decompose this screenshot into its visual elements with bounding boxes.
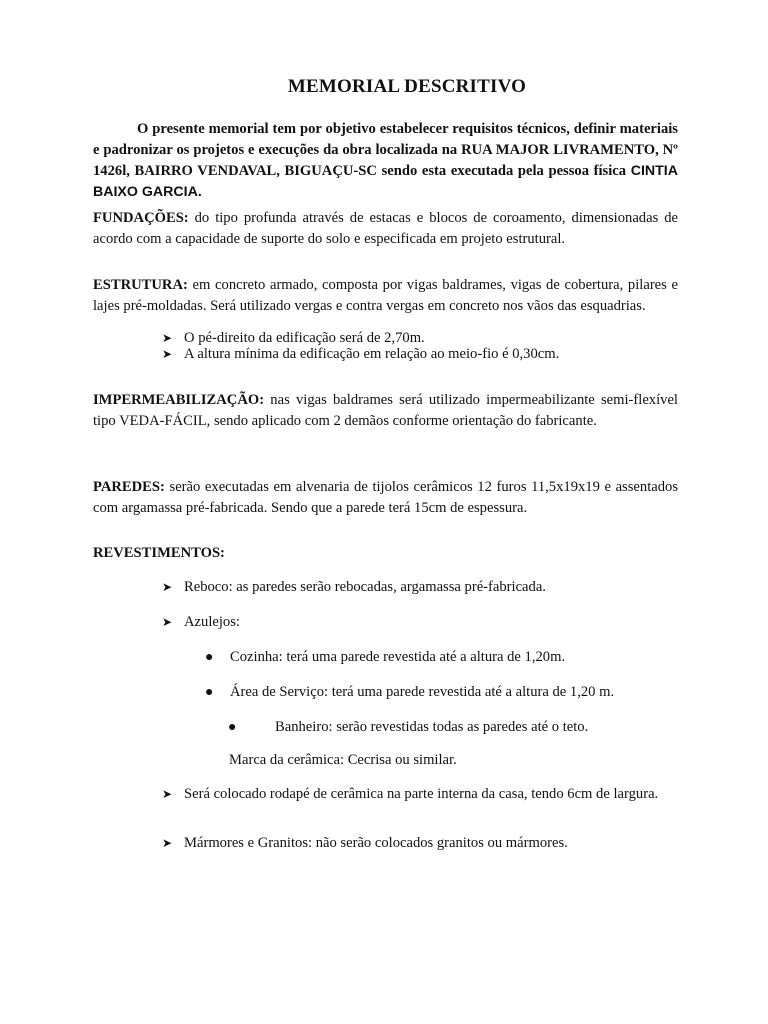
impermeabilizacao-text: nas vigas baldrames será utilizado impermeabilizante semi-flexível tipo VEDA-FÁCIL, sendo aplicado com 2 demãos conforme orientação do fabricante. bbox=[93, 392, 678, 429]
arrow-bullet-icon: ➤ bbox=[162, 331, 173, 345]
arrow-bullet-icon: ➤ bbox=[162, 615, 173, 629]
fundacoes-section bbox=[93, 208, 678, 250]
arrow-bullet-icon: ➤ bbox=[162, 787, 173, 801]
round-bullet-icon: ● bbox=[205, 685, 214, 700]
arrow-bullet-icon: ➤ bbox=[162, 580, 173, 594]
intro-text: O presente memorial tem por objetivo estabelecer requisitos técnicos, definir materiais e padronizar os projetos e execuções da obra localizada na RUA MAJOR LIVRAMENTO, Nº 1426l, BAIRRO VENDAVAL, BIGUAÇU-SC sendo esta executada pela pessoa física bbox=[93, 121, 678, 179]
arrow-bullet-icon: ➤ bbox=[162, 347, 173, 361]
cozinha-text: Cozinha: terá uma parede revestida até a altura de 1,20m. bbox=[230, 649, 566, 665]
impermeabilizacao-heading: IMPERMEABILIZAÇÃO: bbox=[93, 392, 265, 408]
round-bullet-icon: ● bbox=[205, 650, 214, 665]
fundacoes-heading: FUNDAÇÕES: bbox=[93, 210, 189, 226]
round-bullet-icon: ● bbox=[228, 720, 237, 735]
page-title: MEMORIAL DESCRITIVO bbox=[287, 76, 527, 97]
rodape-item bbox=[162, 784, 678, 805]
banheiro-text: Banheiro: serão revestidas todas as paredes até o teto. bbox=[275, 719, 589, 735]
list-item: ➤ A altura mínima da edificação em relação ao meio-fio é 0,30cm. bbox=[162, 344, 559, 365]
estrutura-text: em concreto armado, composta por vigas baldrames, vigas de cobertura, pilares e lajes pré-moldadas. Será utilizado vergas e contra vergas em concreto nos vãos das esquadrias. bbox=[93, 277, 678, 314]
paredes-text: serão executadas em alvenaria de tijolos cerâmicos 12 furos 11,5x19x19 e assentados com argamassa pré-fabricada. Sendo que a parede terá 15cm de espessura. bbox=[93, 479, 678, 516]
marmores-text: Mármores e Granitos: não serão colocados granitos ou mármores. bbox=[184, 835, 568, 851]
revestimentos-section bbox=[93, 543, 678, 564]
list-item bbox=[205, 647, 565, 668]
marca-line: Marca da cerâmica: Cecrisa ou similar. bbox=[229, 752, 457, 768]
list-item bbox=[205, 682, 614, 703]
list-item bbox=[162, 612, 240, 633]
rodape-text: Será colocado rodapé de cerâmica na parte interna da casa, tendo 6cm de largura. bbox=[184, 786, 659, 802]
estrutura-heading: ESTRUTURA: bbox=[93, 277, 188, 293]
list-item bbox=[162, 577, 546, 598]
list-item bbox=[162, 833, 568, 854]
owner-name: CINTIA BAIXO GARCIA. bbox=[93, 163, 678, 200]
reboco-text: Reboco: as paredes serão rebocadas, argamassa pré-fabricada. bbox=[184, 579, 546, 595]
list-item bbox=[228, 717, 588, 738]
estrutura-section bbox=[93, 275, 678, 317]
revestimentos-heading: REVESTIMENTOS: bbox=[93, 545, 225, 561]
list-item: ➤ O pé-direito da edificação será de 2,70m. bbox=[162, 328, 425, 349]
azulejos-text: Azulejos: bbox=[184, 614, 240, 630]
paredes-heading: PAREDES: bbox=[93, 479, 165, 495]
intro-paragraph bbox=[93, 119, 678, 203]
fundacoes-text: do tipo profunda através de estacas e blocos de coroamento, dimensionadas de acordo com a capacidade de suporte do solo e especificada em projeto estrutural. bbox=[93, 210, 678, 247]
paredes-section bbox=[93, 477, 678, 519]
impermeabilizacao-section bbox=[93, 390, 678, 432]
arrow-bullet-icon: ➤ bbox=[162, 836, 173, 850]
area-servico-text: Área de Serviço: terá uma parede revestida até a altura de 1,20 m. bbox=[230, 684, 615, 700]
